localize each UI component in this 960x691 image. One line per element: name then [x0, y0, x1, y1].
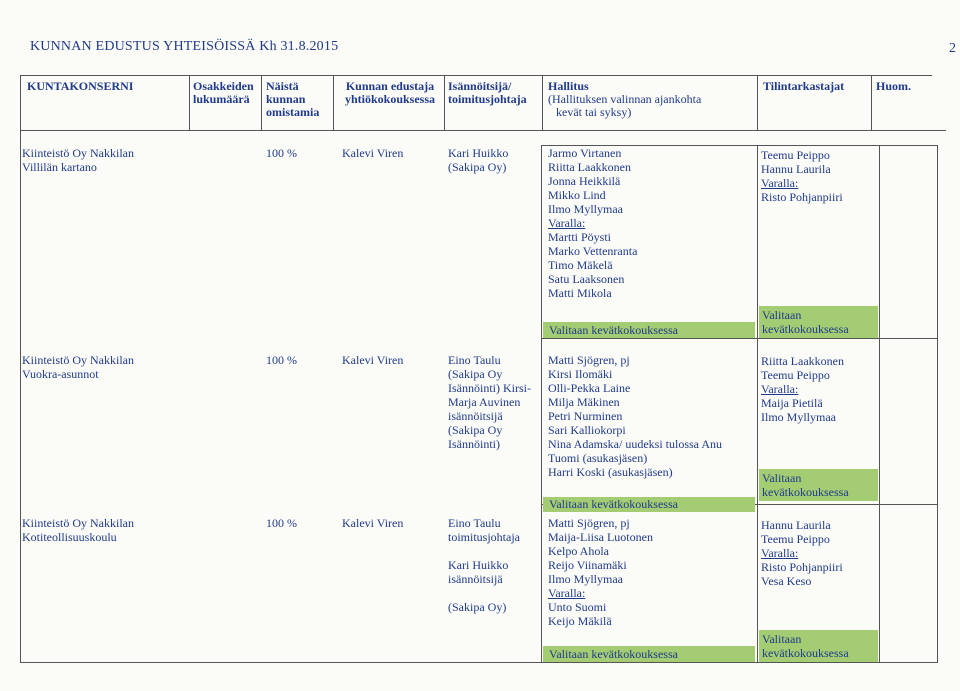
board-members: Matti Sjögren, pj Maija-Liisa Luotonen Kelpo Ahola Reijo Viinamäki Ilmo Myllymaa Varalla: Unto Suomi Keijo Mäkilä	[548, 516, 653, 628]
ownership-share: 100 %	[266, 146, 297, 160]
auditors: Teemu Peippo Hannu Laurila Varalla: Risto Pohjanpiiri	[761, 148, 843, 204]
representative: Kalevi Viren	[342, 353, 404, 367]
header-kuntakonserni: KUNTAKONSERNI	[27, 79, 134, 93]
representative: Kalevi Viren	[342, 146, 404, 160]
auditors: Hannu Laurila Teemu Peippo Varalla: Risto Pohjanpiiri Vesa Keso	[761, 518, 843, 588]
header-hallitus: Hallitus (Hallituksen valinnan ajankohta kevät tai syksy)	[548, 79, 702, 119]
representative: Kalevi Viren	[342, 516, 404, 530]
manager: Kari Huikko (Sakipa Oy)	[448, 146, 509, 174]
page-title: KUNNAN EDUSTUS YHTEISÖISSÄ Kh 31.8.2015	[30, 39, 339, 54]
header-osakkeiden: Osakkeiden lukumäärä	[193, 79, 254, 106]
board-election-note: Valitaan kevätkokouksessa	[543, 646, 755, 662]
ownership-share: 100 %	[266, 516, 297, 530]
board-members: Jarmo Virtanen Riitta Laakkonen Jonna Heikkilä Mikko Lind Ilmo Myllymaa Varalla: Martti Pöysti Marko Vettenranta Timo Mäkelä Satu Laaksonen Matti Mikola	[548, 146, 638, 300]
ownership-share: 100 %	[266, 353, 297, 367]
manager: Eino Taulu toimitusjohtaja Kari Huikko isännöitsijä (Sakipa Oy)	[448, 516, 520, 614]
header-kunnan-edustaja: Kunnan edustaja yhtiökokouksessa	[344, 79, 436, 106]
auditors: Riitta Laakkonen Teemu Peippo Varalla: Maija Pietilä Ilmo Myllymaa	[761, 354, 844, 424]
header-naista: Näistä kunnan omistamia	[266, 79, 320, 119]
board-members: Matti Sjögren, pj Kirsi Ilomäki Olli-Pekka Laine Milja Mäkinen Petri Nurminen Sari Kalliokorpi Nina Adamska/ uudeksi tulossa Anu Tuomi (asukasjäsen) Harri Koski (asukasjäsen)	[548, 353, 722, 479]
auditor-election-note: Valitaan kevätkokouksessa	[759, 306, 878, 338]
page-number: 2	[949, 41, 956, 56]
company-name: Kiinteistö Oy Nakkilan Villilän kartano	[22, 146, 134, 174]
header-isannoitsija: Isännöitsijä/ toimitusjohtaja	[448, 79, 527, 106]
manager: Eino Taulu (Sakipa Oy Isännöinti) Kirsi- Marja Auvinen isännöitsijä (Sakipa Oy Isännöinti)	[448, 353, 531, 451]
board-election-note: Valitaan kevätkokouksessa	[543, 497, 755, 512]
auditor-election-note: Valitaan kevätkokouksessa	[759, 630, 878, 662]
company-name: Kiinteistö Oy Nakkilan Kotiteollisuuskoulu	[22, 516, 134, 544]
header-huom: Huom.	[876, 79, 912, 93]
header-tilintarkastajat: Tilintarkastajat	[763, 79, 845, 93]
company-name: Kiinteistö Oy Nakkilan Vuokra-asunnot	[22, 353, 134, 381]
auditor-election-note: Valitaan kevätkokouksessa	[759, 469, 878, 501]
board-election-note: Valitaan kevätkokouksessa	[543, 322, 755, 338]
